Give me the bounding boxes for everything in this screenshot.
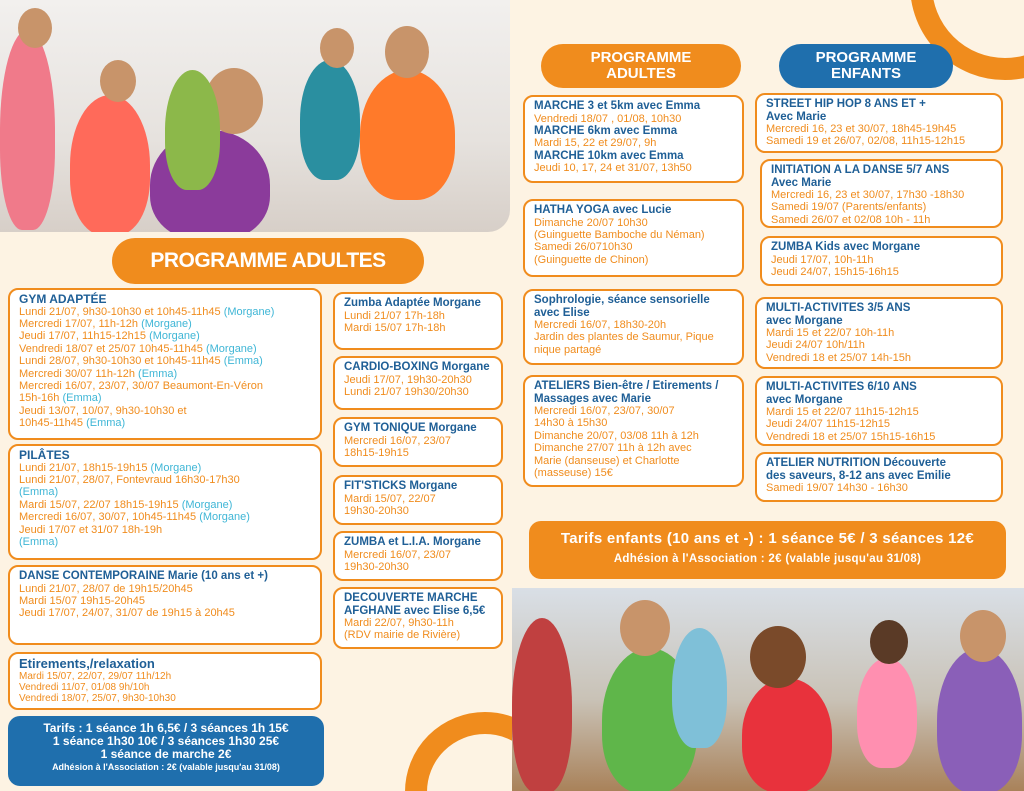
photo-figure <box>100 60 136 102</box>
schedule-line: nique partagé <box>534 343 602 356</box>
schedule-line: Dimanche 20/07 10h30 <box>534 216 648 229</box>
card-cardio-boxing <box>333 356 503 410</box>
schedule-line: Mardi 15 et 22/07 10h-11h <box>766 327 895 339</box>
card-gym-adaptee <box>8 288 322 440</box>
card-title: ATELIERS Bien-être / Etirements / <box>534 380 719 392</box>
card-title: DANSE CONTEMPORAINE Marie (10 ans et +) <box>19 570 268 582</box>
schedule-line: (masseuse) 15€ <box>534 467 613 480</box>
card-title: HATHA YOGA avec Lucie <box>534 204 672 216</box>
card-marche <box>523 95 744 183</box>
card-title: CARDIO-BOXING Morgane <box>344 361 490 373</box>
card-title: AFGHANE avec Elise 6,5€ <box>344 604 486 617</box>
schedule-line: Samedi 19/07 14h30 - 16h30 <box>766 482 908 494</box>
schedule-line: 14h30 à 15h30 <box>534 417 608 430</box>
card-title: MARCHE 6km avec Emma <box>534 124 678 137</box>
card-title: MULTI-ACTIVITES 6/10 ANS <box>766 381 917 393</box>
adults-dance-photo <box>0 0 510 232</box>
card-title: avec Morgane <box>766 314 843 327</box>
card-title: MARCHE 3 et 5km avec Emma <box>534 100 701 112</box>
membership-line: Adhésion à l'Association : 2€ (valable jusqu'au 31/08) <box>613 553 922 565</box>
schedule-line: Jeudi 13/07, 10/07, 9h30-10h30 et <box>19 404 187 417</box>
schedule-line: 10h45-11h45 (Emma) <box>19 417 126 430</box>
schedule-line: Lundi 21/07, 18h15-19h15 (Morgane) <box>19 461 202 474</box>
photo-figure <box>870 620 908 664</box>
schedule-line: (RDV mairie de Rivière) <box>344 629 461 642</box>
schedule-line: Mardi 15/07, 22/07, 29/07 11h/12h <box>19 671 172 682</box>
schedule-line: Vendredi 18/07 , 01/08, 10h30 <box>534 112 682 125</box>
schedule-line: 15h-16h (Emma) <box>19 392 102 405</box>
card-title: des saveurs, 8-12 ans avec Emilie <box>766 469 951 482</box>
photo-figure <box>320 28 354 68</box>
card-zumba-kids <box>760 236 1003 286</box>
schedule-line: Mardi 15 et 22/07 11h15-12h15 <box>766 406 919 418</box>
card-fitsticks <box>333 475 503 525</box>
kids-dance-photo <box>512 588 1024 791</box>
schedule-line: Lundi 28/07, 9h30-10h30 et 10h45-11h45 (Emma) <box>19 355 263 368</box>
schedule-line: Jeudi 24/07 11h15-12h15 <box>766 418 890 431</box>
card-hatha-yoga <box>523 199 744 277</box>
schedule-line: 19h30-20h30 <box>344 504 409 517</box>
card-sophrologie <box>523 289 744 365</box>
card-title: MARCHE 10km avec Emma <box>534 149 684 162</box>
card-title: Etirements,/relaxation <box>19 656 155 671</box>
card-title: Massages avec Marie <box>534 392 651 405</box>
schedule-line: Lundi 21/07, 28/07, Fontevraud 16h30-17h30 <box>19 473 240 486</box>
schedule-line: Jeudi 10, 17, 24 et 31/07, 13h50 <box>534 162 692 175</box>
card-title: FIT'STICKS Morgane <box>344 480 458 492</box>
schedule-line: Jeudi 17/07, 19h30-20h30 <box>344 373 472 386</box>
card-title: avec Elise <box>534 306 590 319</box>
schedule-line: Mercredi 16/07, 23/07, 30/07 Beaumont-En-Véron <box>19 379 263 392</box>
card-title: PILÂTES <box>19 448 70 462</box>
photo-figure <box>937 648 1022 791</box>
adults-programme-heading-right <box>541 44 741 88</box>
heading-line: ENFANTS <box>830 65 901 82</box>
card-multi-activites-3-5 <box>755 297 1003 369</box>
schedule-line: Mercredi 16, 23 et 30/07, 18h45-19h45 <box>766 123 957 135</box>
schedule-line: Mercredi 16/07, 23/07 <box>344 434 452 447</box>
photo-figure <box>960 610 1006 662</box>
schedule-line: Mercredi 16/07, 30/07, 10h45-11h45 (Morgane) <box>19 511 250 524</box>
adults-programme-heading: PROGRAMME ADULTES <box>112 238 424 284</box>
card-title: Avec Marie <box>771 176 832 189</box>
schedule-line: Vendredi 18 et 25/07 14h-15h <box>766 351 911 364</box>
schedule-line: Lundi 21/07 19h30/20h30 <box>344 385 469 398</box>
card-zumba-adaptee <box>333 292 503 350</box>
pricing-line: 1 séance 1h30 10€ / 3 séances 1h30 25€ <box>52 734 280 748</box>
heading-line: ADULTES <box>606 65 676 82</box>
card-pilates <box>8 444 322 560</box>
schedule-line: Mercredi 30/07 11h-12h (Emma) <box>19 367 178 380</box>
photo-figure <box>620 600 670 656</box>
photo-figure <box>18 8 52 48</box>
card-title: MULTI-ACTIVITES 3/5 ANS <box>766 302 911 314</box>
schedule-line: Marie (danseuse) et Charlotte <box>534 454 680 467</box>
schedule-line: Vendredi 18/07 et 25/07 10h45-11h45 (Morgane) <box>19 342 257 355</box>
schedule-line: Mardi 15/07 17h-18h <box>344 321 446 334</box>
schedule-line: (Emma) <box>19 486 59 499</box>
card-title: Zumba Adaptée Morgane <box>344 297 481 309</box>
schedule-line: Mercredi 16, 23 et 30/07, 17h30 -18h30 <box>771 189 965 201</box>
schedule-line: Dimanche 27/07 11h à 12h avec <box>534 442 692 455</box>
photo-figure <box>165 70 220 190</box>
schedule-line: Lundi 21/07 17h-18h <box>344 309 445 322</box>
card-multi-activites-6-10 <box>755 376 1003 446</box>
schedule-line: Mercredi 17/07, 11h-12h (Morgane) <box>19 317 192 330</box>
schedule-line: Mercredi 16/07, 23/07, 30/07 <box>534 405 675 417</box>
schedule-line: Samedi 26/0710h30 <box>534 241 633 254</box>
schedule-line: Jeudi 24/07, 15h15-16h15 <box>771 265 899 278</box>
schedule-line: Jeudi 24/07 10h/11h <box>766 339 865 352</box>
card-title: Avec Marie <box>766 110 827 123</box>
card-danse-contemporaine <box>8 565 322 645</box>
card-title: ATELIER NUTRITION Découverte <box>766 457 946 469</box>
photo-figure <box>360 70 455 200</box>
pricing-line: Tarifs : 1 séance 1h 6,5€ / 3 séances 1h 15€ <box>43 721 289 735</box>
schedule-line: Mercredi 16/07, 23/07 <box>344 548 452 561</box>
schedule-line: Jeudi 17/07 et 31/07 18h-19h <box>19 523 163 536</box>
schedule-line: (Guinguette de Chinon) <box>534 253 649 266</box>
card-zumba-lia <box>333 531 503 581</box>
schedule-line: Lundi 21/07, 9h30-10h30 et 10h45-11h45 (Morgane) <box>19 305 275 318</box>
schedule-line: Vendredi 18/07, 25/07, 9h30-10h30 <box>19 693 176 704</box>
schedule-line: 19h30-20h30 <box>344 560 409 573</box>
card-title: DECOUVERTE MARCHE <box>344 592 478 604</box>
schedule-line: Dimanche 20/07, 03/08 11h à 12h <box>534 429 699 442</box>
card-title: GYM ADAPTÉE <box>19 292 107 306</box>
schedule-line: Jardin des plantes de Saumur, Pique <box>534 331 714 344</box>
schedule-line: Vendredi 18 et 25/07 15h15-16h15 <box>766 430 936 443</box>
card-title: STREET HIP HOP 8 ANS ET + <box>766 98 926 110</box>
card-street-hip-hop <box>755 93 1003 153</box>
card-title: Sophrologie, séance sensorielle <box>534 294 710 306</box>
schedule-line: Mardi 22/07, 9h30-11h <box>344 617 454 629</box>
schedule-line: Jeudi 17/07, 11h15-12h15 (Morgane) <box>19 330 200 343</box>
kids-pricing-box <box>529 521 1006 579</box>
card-title: ZUMBA et L.I.A. Morgane <box>344 536 481 548</box>
schedule-line: Jeudi 17/07, 24/07, 31/07 de 19h15 à 20h45 <box>19 607 235 620</box>
card-title: ZUMBA Kids avec Morgane <box>771 241 921 253</box>
schedule-line: Samedi 19 et 26/07, 02/08, 11h15-12h15 <box>766 135 966 148</box>
pricing-line: 1 séance de marche 2€ <box>100 747 232 761</box>
schedule-line: Mardi 15/07, 22/07 18h15-19h15 (Morgane) <box>19 498 233 511</box>
card-title: INITIATION A LA DANSE 5/7 ANS <box>771 164 950 176</box>
membership-line: Adhésion à l'Association : 2€ (valable jusqu'au 31/08) <box>52 762 280 772</box>
photo-figure <box>672 628 727 748</box>
schedule-line: Lundi 21/07, 28/07 de 19h15/20h45 <box>19 582 193 595</box>
photo-figure <box>750 626 806 688</box>
card-title: GYM TONIQUE Morgane <box>344 422 477 434</box>
kids-programme-heading <box>779 44 953 88</box>
schedule-line: (Emma) <box>19 535 59 548</box>
schedule-line: Jeudi 17/07, 10h-11h <box>771 253 874 266</box>
schedule-line: Mercredi 16/07, 18h30-20h <box>534 319 667 331</box>
adults-pricing-box <box>8 716 324 786</box>
photo-figure <box>857 658 917 768</box>
card-title: avec Morgane <box>766 393 843 406</box>
schedule-line: 18h15-19h15 <box>344 446 409 459</box>
heading-line: PROGRAMME <box>815 49 917 66</box>
card-etirements <box>8 652 322 710</box>
pricing-line: Tarifs enfants (10 ans et -) : 1 séance 5€ / 3 séances 12€ <box>560 530 975 547</box>
schedule-line: Samedi 19/07 (Parents/enfants) <box>771 201 927 214</box>
schedule-line: Mardi 15, 22 et 29/07, 9h <box>534 137 657 150</box>
card-initiation-danse <box>760 159 1003 228</box>
heading-line: PROGRAMME <box>590 49 692 66</box>
photo-figure <box>0 30 55 230</box>
photo-figure <box>385 26 429 78</box>
card-gym-tonique <box>333 417 503 467</box>
photo-figure <box>512 618 572 791</box>
schedule-line: Samedi 26/07 et 02/08 10h - 11h <box>771 213 931 226</box>
schedule-line: (Guinguette Bamboche du Néman) <box>534 228 705 241</box>
schedule-line: Mardi 15/07 19h15-20h45 <box>19 594 145 607</box>
schedule-line: Vendredi 11/07, 01/08 9h/10h <box>19 682 150 693</box>
card-marche-afghane <box>333 587 503 649</box>
schedule-line: Mardi 15/07, 22/07 <box>344 492 436 505</box>
photo-figure <box>70 95 150 232</box>
photo-figure <box>300 60 360 180</box>
card-ateliers-bien-etre <box>523 375 744 487</box>
photo-figure <box>742 678 832 791</box>
card-atelier-nutrition <box>755 452 1003 502</box>
